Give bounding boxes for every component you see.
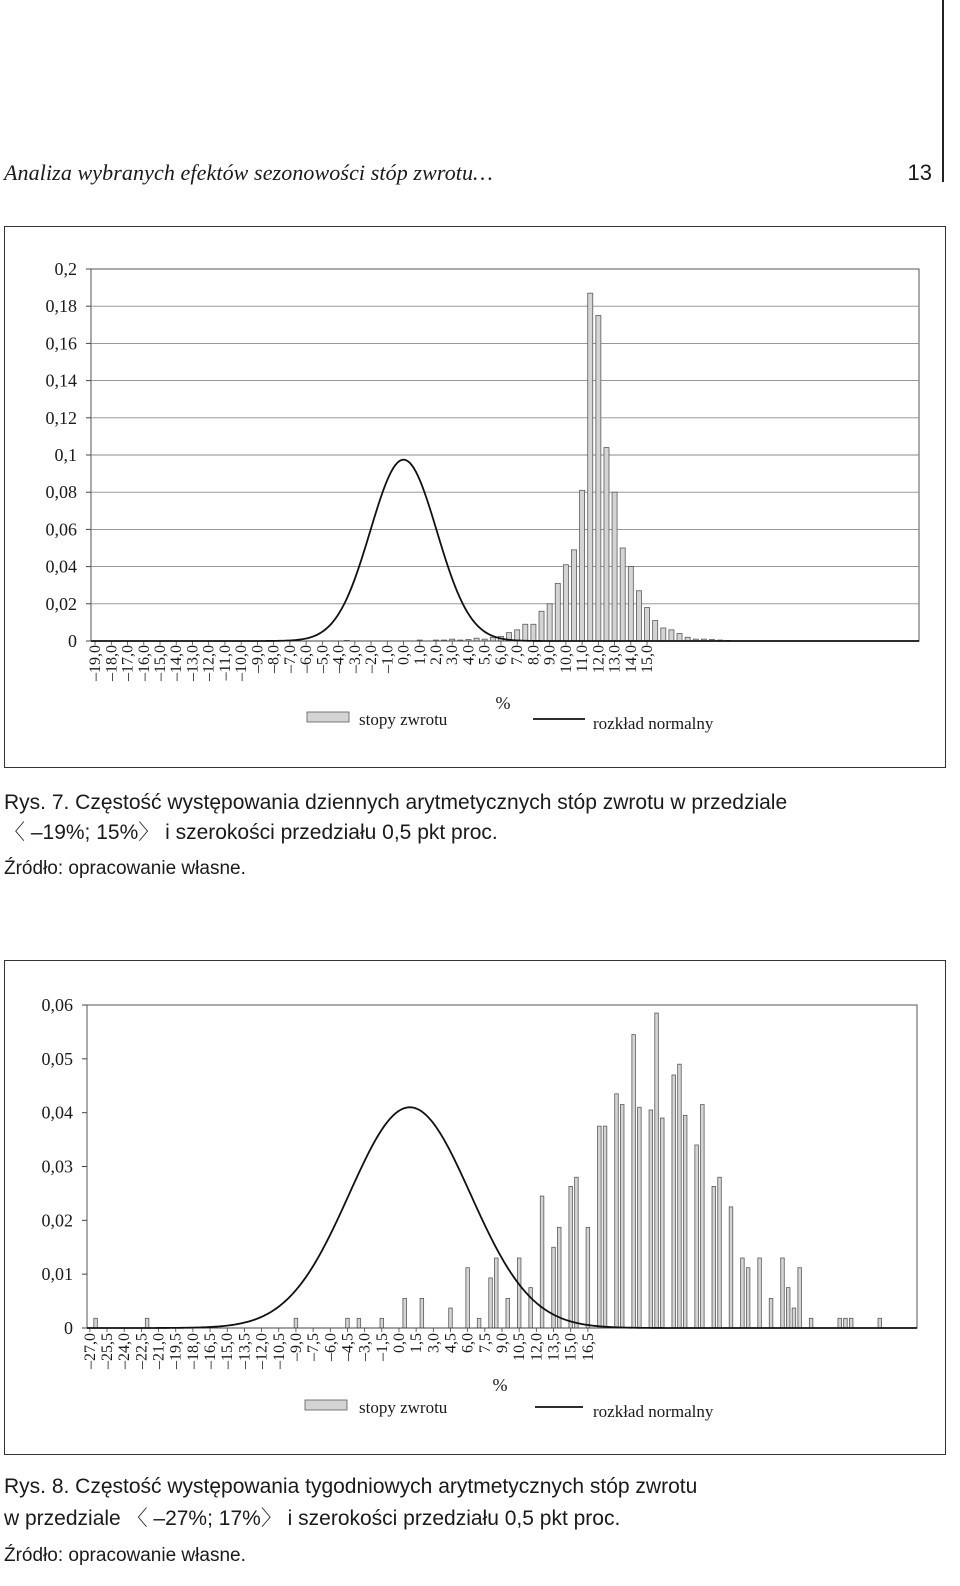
x-tick-label: –3,0 (346, 645, 364, 673)
x-tick-label: 7,0 (509, 645, 527, 665)
bar (506, 1298, 510, 1328)
y-tick-label: 0,06 (45, 519, 77, 540)
bar (620, 1105, 624, 1328)
y-tick-label: 0 (68, 631, 77, 651)
x-tick-label: –16,5 (202, 1333, 220, 1369)
bar (809, 1318, 813, 1328)
x-tick-label: 0,0 (390, 1333, 408, 1353)
bar (563, 565, 568, 641)
bar (517, 1258, 521, 1328)
x-tick-label: 13,5 (545, 1333, 563, 1361)
x-tick-label: –16,0 (135, 645, 153, 681)
x-tick-label: 16,5 (579, 1333, 597, 1361)
x-tick-label: 6,0 (459, 1333, 477, 1353)
bar (632, 1035, 636, 1328)
running-head: Analiza wybranych efektów sezonowości stóp zwrotu… (4, 160, 493, 185)
x-tick-label: 3,0 (444, 645, 462, 665)
x-tick-label: 13,0 (606, 645, 624, 673)
x-tick-label: –14,0 (168, 645, 186, 681)
x-tick-label: 15,0 (639, 645, 657, 673)
bar (575, 1177, 579, 1328)
x-tick-label: –15,0 (152, 645, 169, 681)
x-tick-label: 10,5 (511, 1333, 529, 1361)
x-tick-label: –6,0 (298, 645, 316, 673)
bar (655, 1013, 659, 1328)
y-tick-label: 0,02 (45, 593, 77, 614)
normal-curve-line (91, 460, 919, 641)
x-tick-label: 6,0 (492, 645, 510, 665)
x-axis-label: % (492, 1375, 508, 1395)
bar (729, 1207, 733, 1328)
y-tick-label: 0,04 (41, 1102, 73, 1123)
y-tick-label: 0,06 (41, 995, 73, 1015)
y-tick-label: 0 (64, 1318, 73, 1338)
bar (878, 1318, 882, 1328)
bar (604, 448, 609, 641)
bar (588, 293, 593, 641)
bar (586, 1227, 590, 1328)
bar (786, 1288, 790, 1328)
x-tick-label: 1,5 (408, 1333, 426, 1353)
bar (653, 621, 658, 641)
figure-8-source: Źródło: opracowanie własne. (4, 1545, 246, 1566)
angle-bracket-close-icon: 〉 (260, 1507, 282, 1530)
y-tick-label: 0,16 (45, 333, 77, 354)
bar (849, 1318, 853, 1328)
bar (449, 1308, 453, 1328)
x-tick-label: –25,5 (99, 1333, 117, 1369)
x-tick-label: 5,0 (476, 645, 494, 665)
bar (781, 1258, 785, 1328)
x-tick-label: –21,0 (150, 1333, 168, 1369)
x-tick-label: –15,0 (219, 1333, 237, 1369)
x-tick-label: 3,0 (425, 1333, 443, 1353)
x-tick-label: –10,5 (270, 1333, 288, 1369)
x-tick-label: –3,0 (356, 1333, 374, 1361)
bar (145, 1318, 149, 1328)
figure-7-source: Źródło: opracowanie własne. (4, 858, 246, 879)
bar (636, 591, 641, 641)
x-tick-label: 4,5 (442, 1333, 460, 1353)
x-tick-label: –8,0 (265, 645, 283, 673)
legend-label-line: rozkład normalny (593, 714, 714, 733)
legend-bar-swatch (307, 712, 349, 722)
bar (649, 1110, 653, 1328)
bar (380, 1318, 384, 1328)
bar (477, 1318, 481, 1328)
bar (628, 567, 633, 641)
y-tick-label: 0,04 (45, 556, 77, 577)
x-tick-label: 2,0 (428, 645, 445, 665)
bar (844, 1318, 848, 1328)
bar (701, 1105, 705, 1328)
x-tick-label: –6,0 (322, 1333, 340, 1361)
figure-8-chart (5, 961, 947, 1456)
bar (596, 316, 601, 642)
y-tick-label: 0,03 (41, 1156, 73, 1177)
x-tick-label: 12,0 (590, 645, 608, 673)
bar (580, 490, 585, 641)
x-tick-label: 10,0 (557, 645, 575, 673)
x-tick-label: –18,0 (103, 645, 121, 681)
x-tick-label: –2,0 (363, 645, 381, 673)
x-tick-label: –22,5 (133, 1333, 151, 1369)
legend-label-line: rozkład normalny (593, 1402, 714, 1421)
x-tick-label: 8,0 (525, 645, 543, 665)
angle-bracket-open-icon: 〈 (126, 1507, 148, 1530)
bar (539, 611, 544, 641)
bar (557, 1227, 561, 1328)
page-edge-rule (942, 0, 944, 182)
bar (529, 1288, 533, 1328)
legend-label-bars: stopy zwrotu (359, 710, 448, 729)
figure-8-caption-line2 (4, 1504, 944, 1533)
angle-bracket-open-icon: 〈 (4, 821, 25, 844)
x-tick-label: –13,5 (236, 1333, 254, 1369)
bar (490, 637, 495, 641)
bar (555, 583, 560, 641)
x-tick-label: –17,0 (119, 645, 137, 681)
bar (612, 492, 617, 641)
x-tick-label: –12,0 (253, 1333, 271, 1369)
bar (346, 1318, 350, 1328)
figure-7-frame (4, 226, 946, 768)
y-tick-label: 0,08 (45, 482, 77, 503)
bar (620, 548, 625, 641)
x-tick-label: –18,0 (184, 1333, 202, 1369)
x-tick-label: –24,0 (116, 1333, 134, 1369)
figure-7-chart (5, 227, 947, 769)
bar (741, 1258, 745, 1328)
bar (695, 1145, 699, 1328)
bar (615, 1094, 619, 1328)
x-tick-label: –5,0 (314, 645, 332, 673)
bar (294, 1318, 298, 1328)
x-tick-label: –9,0 (287, 1333, 305, 1361)
x-tick-label: 7,5 (476, 1333, 494, 1353)
figure-7-caption-line1: Rys. 7. Częstość występowania dziennych arytmetycznych stóp zwrotu w przedziale (4, 791, 788, 814)
x-tick-label: –27,0 (81, 1333, 99, 1369)
bar (598, 1126, 602, 1328)
legend-bar-swatch (305, 1400, 347, 1410)
x-tick-label: –7,5 (305, 1333, 323, 1361)
bar (420, 1298, 424, 1328)
figure-8-frame (4, 960, 946, 1455)
x-tick-label: –11,0 (216, 645, 234, 681)
y-tick-label: 0,1 (54, 445, 77, 465)
bar (746, 1268, 750, 1328)
bar (718, 1177, 722, 1328)
bar (569, 1186, 573, 1328)
x-tick-label: 12,0 (528, 1333, 546, 1361)
x-tick-label: 14,0 (622, 645, 640, 673)
x-tick-label: 9,0 (494, 1333, 511, 1353)
x-tick-label: –19,5 (167, 1333, 185, 1369)
bar (769, 1298, 773, 1328)
bar (403, 1298, 407, 1328)
bar (677, 634, 682, 641)
angle-bracket-close-icon: 〉 (138, 821, 160, 844)
figure-8-caption-line1: Rys. 8. Częstość występowania tygodniowych arytmetycznych stóp zwrotu (4, 1475, 698, 1498)
bar (683, 1115, 687, 1328)
x-tick-label: –4,0 (330, 645, 348, 673)
bar (678, 1064, 682, 1328)
bar (531, 624, 536, 641)
bar (838, 1318, 842, 1328)
figure-7-caption-line2 (4, 818, 944, 847)
normal-curve-line (87, 1107, 917, 1328)
x-tick-label: –13,0 (184, 645, 202, 681)
bar (523, 624, 528, 641)
caption-range: –19%; 15% (25, 821, 139, 844)
bar (603, 1126, 607, 1328)
x-tick-label: –12,0 (200, 645, 218, 681)
x-tick-label: 15,0 (562, 1333, 580, 1361)
bar (489, 1278, 493, 1328)
page-number: 13 (907, 160, 932, 185)
y-tick-label: 0,05 (41, 1048, 73, 1069)
bar (661, 628, 666, 641)
bar (669, 630, 674, 641)
bar (495, 1258, 499, 1328)
bar (638, 1107, 642, 1328)
bar (547, 604, 552, 641)
x-tick-label: 11,0 (574, 645, 592, 673)
bar (515, 630, 520, 641)
y-tick-label: 0,14 (45, 370, 77, 391)
bar (798, 1268, 802, 1328)
caption-suffix: i szerokości przedziału 0,5 pkt proc. (281, 1507, 621, 1530)
x-tick-label: –19,0 (87, 645, 105, 681)
x-tick-label: 9,0 (541, 645, 559, 665)
bar (357, 1318, 361, 1328)
x-tick-label: –1,0 (379, 645, 397, 673)
bar (792, 1308, 796, 1328)
bar (645, 608, 650, 641)
y-tick-label: 0,18 (45, 296, 77, 317)
bar (758, 1258, 762, 1328)
x-tick-label: –9,0 (249, 645, 267, 673)
legend-label-bars: stopy zwrotu (359, 1398, 448, 1417)
bar (661, 1118, 665, 1328)
caption-prefix: w przedziale (4, 1507, 127, 1530)
caption-suffix: i szerokości przedziału 0,5 pkt proc. (159, 821, 498, 844)
x-tick-label: –10,0 (233, 645, 251, 681)
x-tick-label: –4,5 (339, 1333, 357, 1361)
y-tick-label: 0,2 (54, 259, 77, 279)
bar (672, 1075, 676, 1328)
x-tick-label: 1,0 (411, 645, 429, 665)
x-axis-label: % (495, 693, 511, 713)
x-tick-label: 0,0 (395, 645, 413, 665)
plot-area-border (87, 1005, 917, 1328)
bar (94, 1318, 98, 1328)
x-tick-label: –1,5 (373, 1333, 391, 1361)
bar (466, 1268, 470, 1328)
page-header (4, 160, 934, 192)
y-tick-label: 0,02 (41, 1210, 73, 1231)
y-tick-label: 0,12 (45, 407, 77, 428)
bar (712, 1186, 716, 1328)
y-tick-label: 0,01 (41, 1264, 73, 1285)
bar (571, 550, 576, 641)
x-tick-label: –7,0 (281, 645, 299, 673)
x-tick-label: 4,0 (460, 645, 478, 665)
caption-range: –27%; 17% (147, 1507, 261, 1530)
